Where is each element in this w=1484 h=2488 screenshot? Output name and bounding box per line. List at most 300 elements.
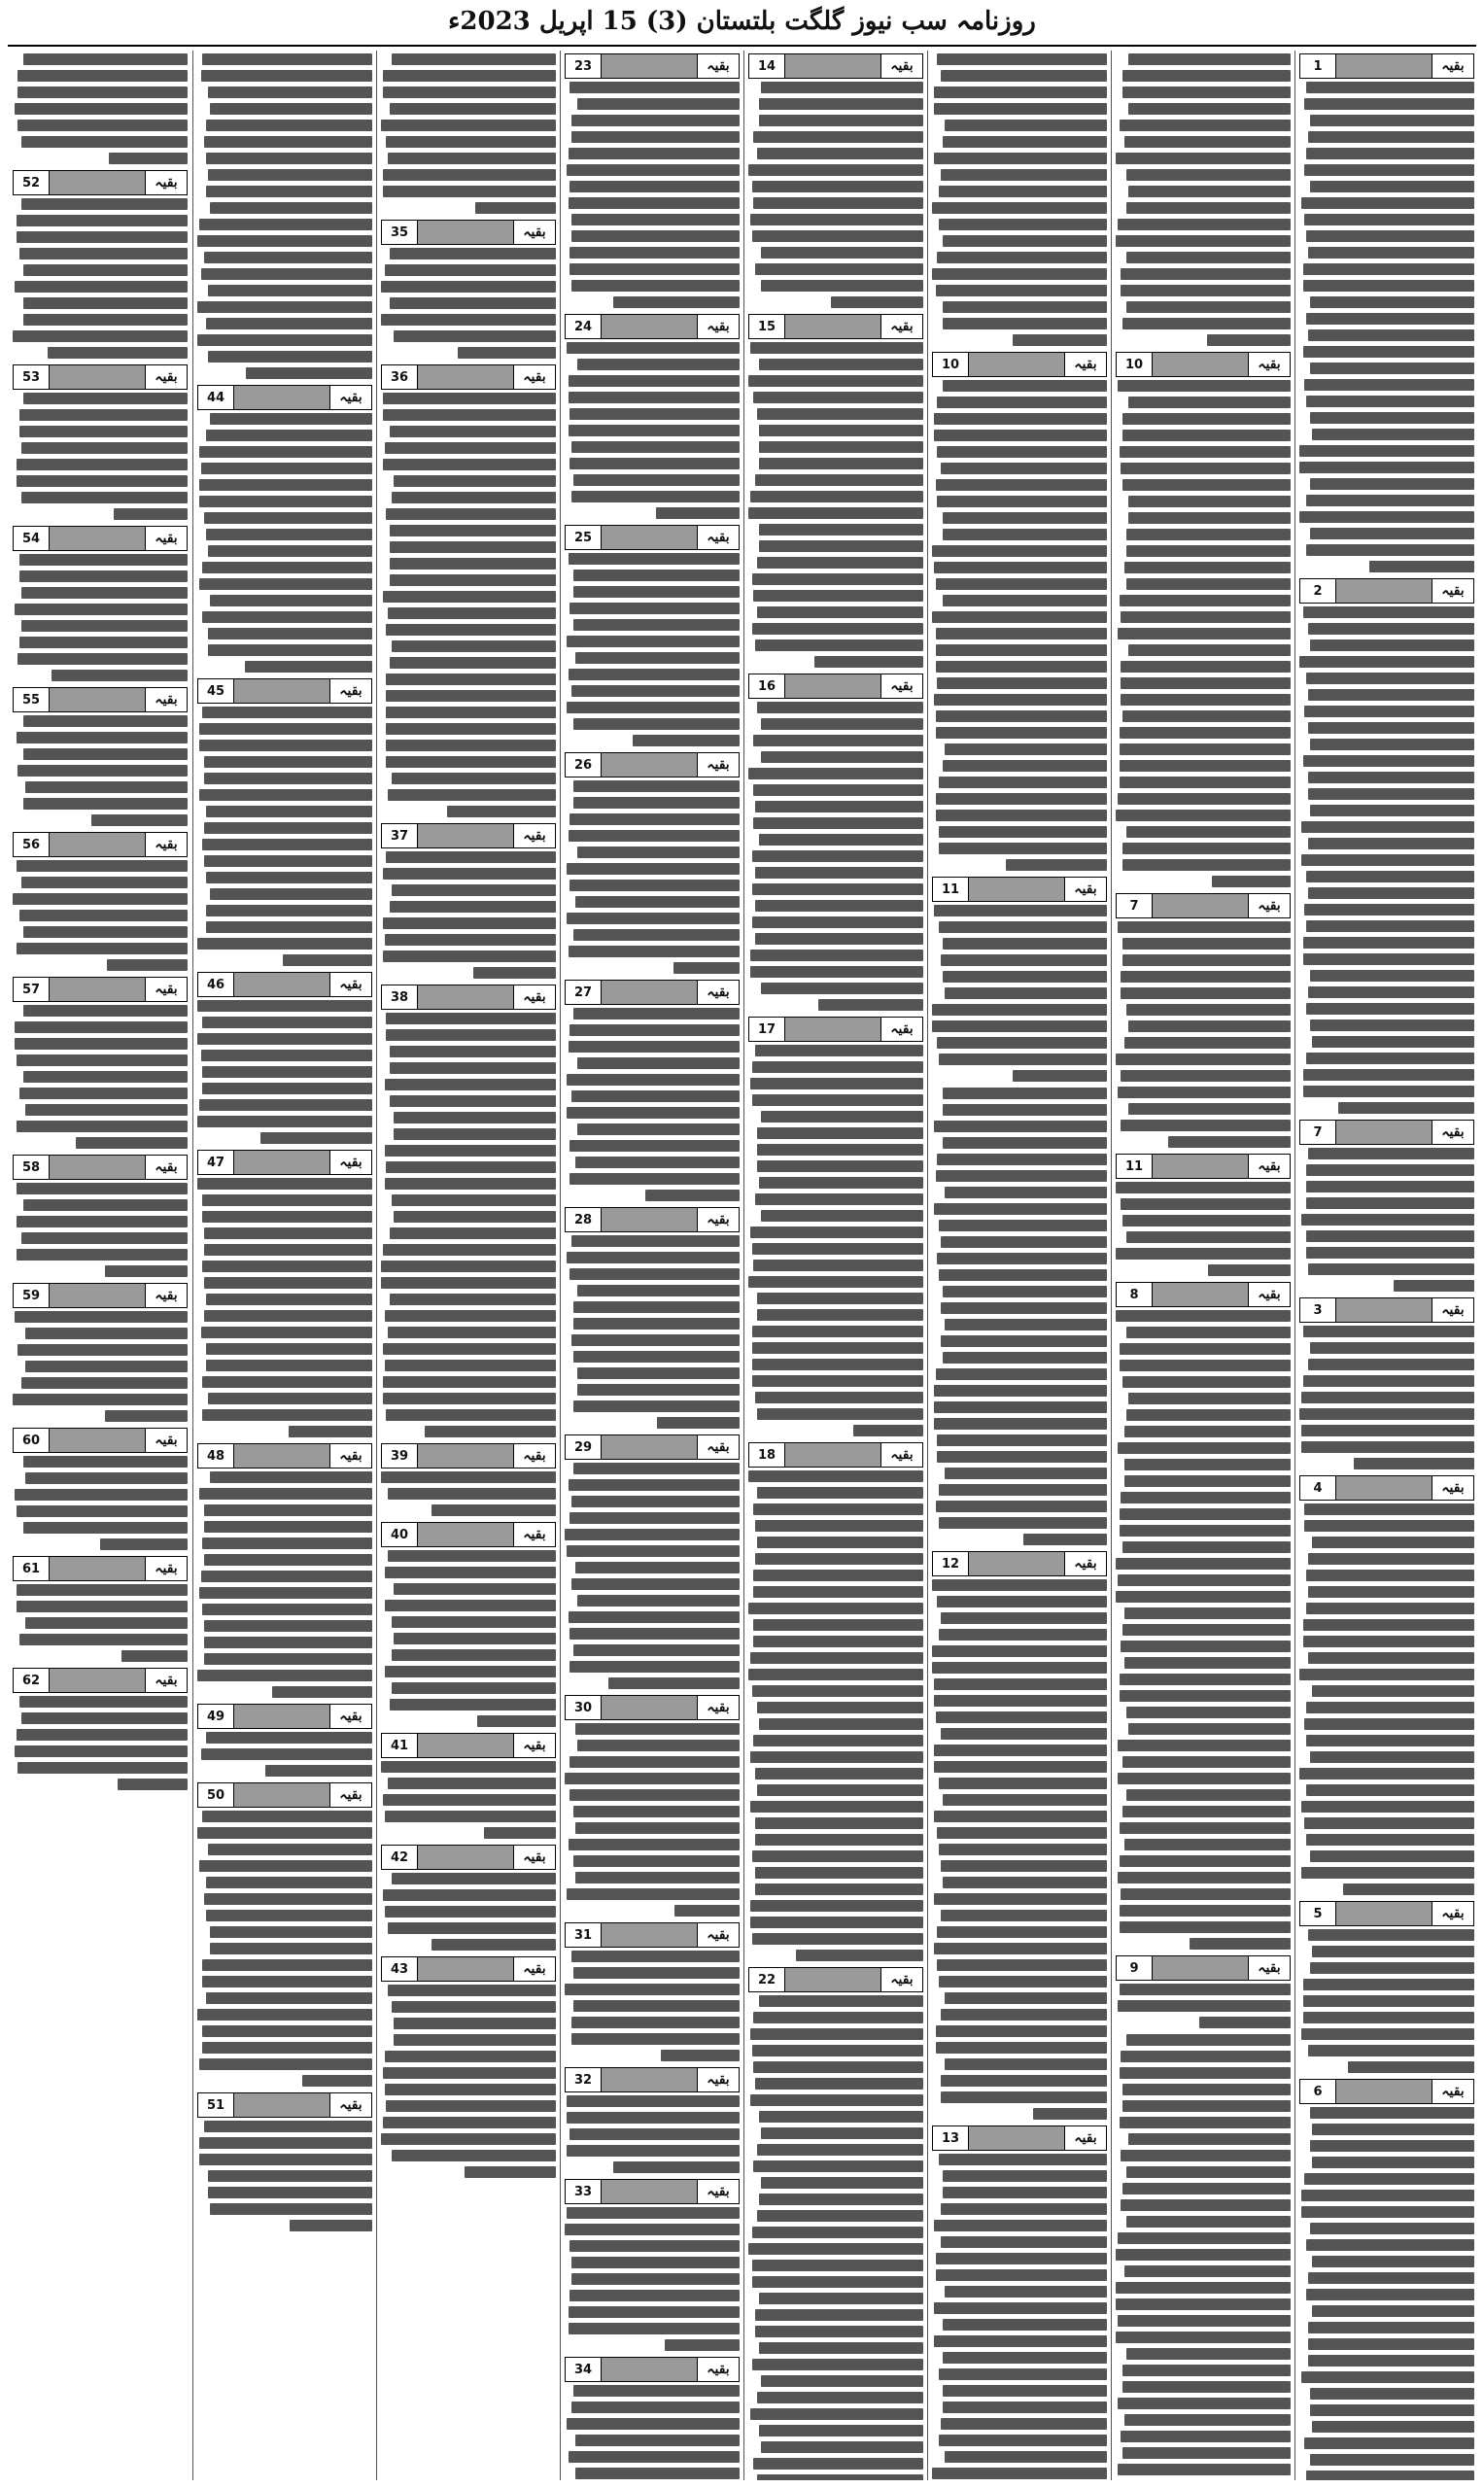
text-line <box>761 1111 923 1123</box>
text-line <box>21 877 188 888</box>
text-line <box>23 1071 188 1083</box>
continuation-number: 26 <box>566 753 602 777</box>
text-line <box>569 392 740 403</box>
text-line <box>1301 1392 1474 1403</box>
continuation-number: 15 <box>749 315 785 338</box>
text-line <box>1118 1574 1291 1586</box>
text-line <box>202 2025 372 2037</box>
text-line <box>1122 413 1291 425</box>
text-line <box>761 2177 923 2189</box>
text-line <box>1122 86 1291 98</box>
continuation-number: 23 <box>566 54 602 78</box>
article-text <box>381 1550 556 1727</box>
text-line <box>573 1967 740 1979</box>
text-line <box>1122 2084 1291 2095</box>
text-line <box>1299 511 1474 523</box>
text-line <box>937 1959 1107 1971</box>
text-line <box>753 817 923 829</box>
text-line <box>939 1844 1107 1855</box>
text-line <box>105 1410 188 1422</box>
text-line <box>381 314 556 326</box>
text-line <box>1122 2183 1291 2194</box>
text-line <box>204 252 372 263</box>
article-text <box>565 82 740 308</box>
text-line <box>1301 1867 1474 1879</box>
text-line <box>15 1745 188 1757</box>
continuation-number: 51 <box>198 2093 234 2117</box>
text-line <box>569 1756 740 1768</box>
article-text <box>197 707 372 966</box>
continuation-number: 46 <box>198 973 234 996</box>
text-line <box>1306 1702 1474 1713</box>
article-text <box>13 554 188 681</box>
article-block <box>1299 1120 1474 1292</box>
text-line <box>1306 82 1474 93</box>
continuation-number: 5 <box>1300 1902 1336 1925</box>
article-block <box>932 53 1107 346</box>
continuation-bar <box>1336 1476 1432 1500</box>
text-line <box>1118 628 1291 639</box>
continuation-badge <box>13 170 188 195</box>
text-line <box>577 1123 740 1135</box>
text-line <box>750 966 923 978</box>
text-line <box>937 1434 1107 1446</box>
continuation-number: 6 <box>1300 2080 1336 2103</box>
text-line <box>23 1005 188 1017</box>
continuation-badge <box>13 1155 188 1180</box>
text-line <box>23 1456 188 1468</box>
text-line <box>750 1900 923 1912</box>
text-line <box>1118 921 1291 933</box>
text-line <box>569 458 740 469</box>
text-line <box>1299 656 1474 668</box>
text-line <box>936 644 1107 656</box>
continuation-label: بقیہ <box>329 1783 371 1807</box>
article-block <box>381 220 556 359</box>
text-line <box>1120 1921 1291 1933</box>
text-line <box>936 1368 1107 1380</box>
article-block <box>932 877 1107 1082</box>
text-line <box>1126 1409 1291 1421</box>
text-line <box>17 120 188 131</box>
text-line <box>1128 53 1291 65</box>
text-line <box>1312 1537 1474 1548</box>
text-line <box>1118 1442 1291 1454</box>
text-line <box>761 718 923 730</box>
text-line <box>19 248 188 259</box>
text-line <box>943 1352 1107 1364</box>
text-line <box>569 553 740 565</box>
text-line <box>1122 1806 1291 1817</box>
text-line <box>1120 1674 1291 1685</box>
continuation-number: 29 <box>566 1435 602 1459</box>
continuation-number: 39 <box>382 1444 418 1468</box>
text-line <box>1120 777 1291 788</box>
text-line <box>934 2220 1107 2231</box>
text-line <box>1303 1375 1474 1387</box>
text-line <box>1128 186 1291 197</box>
continuation-number: 11 <box>1117 1155 1153 1178</box>
text-line <box>390 558 556 570</box>
text-line <box>1308 887 1474 899</box>
text-line <box>383 1376 556 1388</box>
text-line <box>1303 1995 1474 2007</box>
text-line <box>571 2402 740 2413</box>
text-line <box>577 359 740 370</box>
text-line <box>204 1504 372 1516</box>
text-line <box>204 1893 372 1905</box>
continuation-bar <box>234 973 329 996</box>
article-block <box>13 364 188 520</box>
text-line <box>939 1629 1107 1641</box>
continuation-bar <box>785 54 880 78</box>
text-line <box>569 830 740 842</box>
text-line <box>385 1567 556 1578</box>
text-line <box>204 136 372 148</box>
text-line <box>21 442 188 454</box>
text-line <box>569 1839 740 1850</box>
text-line <box>759 834 923 846</box>
text-line <box>752 1243 923 1255</box>
text-line <box>1122 1624 1291 1636</box>
text-line <box>759 441 923 453</box>
text-line <box>390 1227 556 1239</box>
text-line <box>573 780 740 792</box>
text-line <box>390 1699 556 1710</box>
text-line <box>392 492 556 503</box>
text-line <box>753 1636 923 1647</box>
text-line <box>197 334 372 346</box>
continuation-badge <box>13 526 188 551</box>
article-text <box>13 1183 188 1277</box>
text-line <box>1126 1231 1291 1243</box>
text-line <box>755 933 923 945</box>
continuation-bar <box>969 878 1064 901</box>
text-line <box>761 82 923 93</box>
continuation-badge <box>1299 578 1474 604</box>
text-line <box>204 1310 372 1322</box>
text-line <box>208 1844 372 1855</box>
article-text <box>932 53 1107 346</box>
text-line <box>934 1943 1107 1954</box>
text-line <box>573 1400 740 1412</box>
continuation-bar <box>602 315 697 338</box>
text-line <box>204 1653 372 1665</box>
text-line <box>941 1335 1107 1347</box>
masthead-title: روزنامہ سب نیوز گلگت بلتستان (3) 15 اپریل 2023ء <box>448 7 1036 36</box>
continuation-label: بقیہ <box>697 2180 739 2203</box>
article-block <box>748 674 923 1011</box>
text-line <box>204 1277 372 1289</box>
text-line <box>937 496 1107 507</box>
continuation-label: بقیہ <box>697 2358 739 2381</box>
text-line <box>939 826 1107 838</box>
text-line <box>936 727 1107 739</box>
text-line <box>941 463 1107 474</box>
article-text <box>197 1000 372 1144</box>
article-text <box>1116 921 1291 1148</box>
continuation-number: 53 <box>14 365 50 389</box>
text-line <box>1304 379 1474 391</box>
article-block <box>748 1017 923 1436</box>
text-line <box>1310 2404 1474 2416</box>
text-line <box>1310 2107 1474 2119</box>
text-line <box>1121 971 1291 983</box>
continuation-label: بقیہ <box>697 526 739 549</box>
text-line <box>17 215 188 226</box>
continuation-number: 16 <box>749 674 785 698</box>
text-line <box>569 148 740 159</box>
text-line <box>394 2018 556 2029</box>
text-line <box>757 408 923 420</box>
text-line <box>201 1571 372 1582</box>
text-line <box>567 2145 740 2157</box>
text-line <box>121 1650 188 1662</box>
text-line <box>673 962 740 974</box>
continuation-number: 33 <box>566 2180 602 2203</box>
text-line <box>447 806 556 817</box>
continuation-bar <box>50 527 145 550</box>
text-line <box>1122 2447 1291 2459</box>
text-line <box>458 347 556 359</box>
text-line <box>206 1343 372 1355</box>
text-line <box>17 1601 188 1612</box>
continuation-label: بقیہ <box>329 679 371 703</box>
text-line <box>385 1079 556 1090</box>
text-line <box>937 1926 1107 1938</box>
continuation-label: بقیہ <box>697 1696 739 1719</box>
continuation-bar <box>602 2068 697 2091</box>
text-line <box>932 611 1107 623</box>
continuation-badge <box>565 2179 740 2204</box>
text-line <box>385 1906 556 1918</box>
text-line <box>1303 280 1474 292</box>
text-line <box>943 136 1107 148</box>
text-line <box>1121 1641 1291 1652</box>
text-line <box>577 1384 740 1396</box>
text-line <box>1299 445 1474 457</box>
text-line <box>246 367 372 379</box>
continuation-badge <box>13 1556 188 1581</box>
text-line <box>750 1801 923 1813</box>
text-line <box>386 690 556 702</box>
continuation-number: 44 <box>198 386 234 409</box>
text-line <box>941 1236 1107 1248</box>
text-line <box>386 756 556 768</box>
text-line <box>390 297 556 309</box>
continuation-label: بقیہ <box>880 1968 922 1991</box>
text-line <box>573 474 740 486</box>
continuation-label: بقیہ <box>145 1557 187 1580</box>
article-text <box>13 393 188 520</box>
text-line <box>1369 561 1474 572</box>
text-line <box>567 1888 740 1900</box>
text-line <box>17 1762 188 1774</box>
text-line <box>757 1702 923 1713</box>
continuation-label: بقیہ <box>880 54 922 78</box>
text-line <box>388 1327 556 1338</box>
continuation-number: 49 <box>198 1705 234 1728</box>
text-line <box>569 408 740 420</box>
text-line <box>753 590 923 602</box>
text-line <box>302 2075 372 2087</box>
article-columns <box>6 51 1478 2480</box>
text-line <box>473 967 556 979</box>
continuation-label: بقیہ <box>145 1669 187 1692</box>
text-line <box>1126 1004 1291 1016</box>
article-text <box>932 905 1107 1082</box>
continuation-badge <box>13 687 188 712</box>
text-line <box>934 905 1107 916</box>
text-line <box>19 1696 188 1708</box>
text-line <box>750 1652 923 1664</box>
text-line <box>1312 2256 1474 2267</box>
text-line <box>199 496 372 507</box>
continuation-number: 58 <box>14 1156 50 1179</box>
text-line <box>1116 235 1291 247</box>
text-line <box>199 479 372 491</box>
text-line <box>571 441 740 453</box>
continuation-bar <box>418 1444 513 1468</box>
text-line <box>1303 937 1474 949</box>
text-line <box>1310 1962 1474 1974</box>
text-line <box>571 2033 740 2045</box>
text-line <box>210 595 372 606</box>
continuation-bar <box>234 1705 329 1728</box>
text-line <box>1306 1247 1474 1259</box>
text-line <box>752 1359 923 1370</box>
text-line <box>17 1054 188 1066</box>
text-line <box>208 1393 372 1404</box>
text-line <box>202 1959 372 1971</box>
text-line <box>202 1261 372 1272</box>
text-line <box>290 2220 372 2231</box>
text-line <box>208 628 372 639</box>
text-line <box>385 1600 556 1611</box>
text-line <box>1126 529 1291 540</box>
continuation-badge <box>197 2092 372 2118</box>
text-line <box>1118 1087 1291 1098</box>
continuation-bar <box>50 1669 145 1692</box>
text-line <box>937 1827 1107 1839</box>
text-line <box>753 1735 923 1746</box>
article-block <box>13 526 188 681</box>
text-line <box>943 760 1107 772</box>
article-block <box>565 1695 740 1917</box>
text-line <box>753 197 923 209</box>
text-line <box>1120 1905 1291 1917</box>
article-text <box>13 1456 188 1550</box>
text-line <box>759 98 923 110</box>
article-text <box>13 198 188 359</box>
text-line <box>1310 1342 1474 1354</box>
text-line <box>1121 463 1291 474</box>
text-line <box>17 1249 188 1261</box>
text-line <box>204 1521 372 1533</box>
article-block <box>381 823 556 979</box>
text-line <box>23 926 188 938</box>
text-line <box>202 611 372 623</box>
text-line <box>755 2326 923 2337</box>
text-line <box>757 702 923 713</box>
text-line <box>1122 859 1291 871</box>
text-line <box>1116 2298 1291 2310</box>
text-line <box>390 541 556 553</box>
text-line <box>753 1570 923 1581</box>
text-line <box>23 715 188 727</box>
text-line <box>1301 821 1474 833</box>
article-text <box>565 1008 740 1201</box>
text-line <box>1310 181 1474 192</box>
text-line <box>748 375 923 387</box>
text-line <box>567 863 740 875</box>
continuation-badge <box>197 972 372 997</box>
text-line <box>1306 396 1474 407</box>
text-line <box>569 1479 740 1491</box>
text-line <box>17 1729 188 1741</box>
text-line <box>1121 987 1291 999</box>
text-line <box>197 938 372 950</box>
text-line <box>1304 164 1474 176</box>
continuation-label: بقیہ <box>1248 1956 1290 1980</box>
text-line <box>197 2009 372 2021</box>
text-line <box>939 219 1107 230</box>
continuation-label: بقیہ <box>1248 353 1290 376</box>
text-line <box>1301 1214 1474 1226</box>
continuation-badge <box>381 1522 556 1547</box>
continuation-badge <box>748 1967 923 1992</box>
text-line <box>109 153 188 164</box>
text-line <box>1120 595 1291 606</box>
text-line <box>381 1761 556 1773</box>
continuation-bar <box>418 1523 513 1546</box>
article-block <box>1116 1282 1291 1950</box>
continuation-bar <box>418 1734 513 1757</box>
text-line <box>934 430 1107 441</box>
continuation-number: 31 <box>566 1923 602 1947</box>
continuation-badge <box>197 385 372 410</box>
article-text <box>381 393 556 817</box>
continuation-badge <box>1299 2079 1474 2104</box>
article-block <box>1116 893 1291 1148</box>
text-line <box>1308 2045 1474 2056</box>
article-block <box>565 1207 740 1429</box>
continuation-number: 28 <box>566 1208 602 1231</box>
text-line <box>1122 1215 1291 1227</box>
text-line <box>385 2084 556 2095</box>
text-line <box>1304 2173 1474 2185</box>
continuation-badge <box>1116 893 1291 918</box>
text-line <box>753 1586 923 1598</box>
text-line <box>206 1877 372 1888</box>
article-block <box>932 1088 1107 1545</box>
text-line <box>569 1140 740 1152</box>
continuation-badge <box>13 832 188 857</box>
text-line <box>565 1529 740 1540</box>
text-line <box>945 1992 1107 2004</box>
text-line <box>13 330 188 342</box>
text-line <box>392 1873 556 1884</box>
text-line <box>392 1194 556 1206</box>
text-line <box>934 1385 1107 1397</box>
article-block <box>13 1155 188 1277</box>
text-line <box>934 694 1107 706</box>
continuation-label: بقیہ <box>513 365 555 389</box>
text-line <box>943 971 1107 983</box>
text-line <box>573 586 740 598</box>
continuation-badge <box>932 1551 1107 1576</box>
article-block <box>197 53 372 379</box>
